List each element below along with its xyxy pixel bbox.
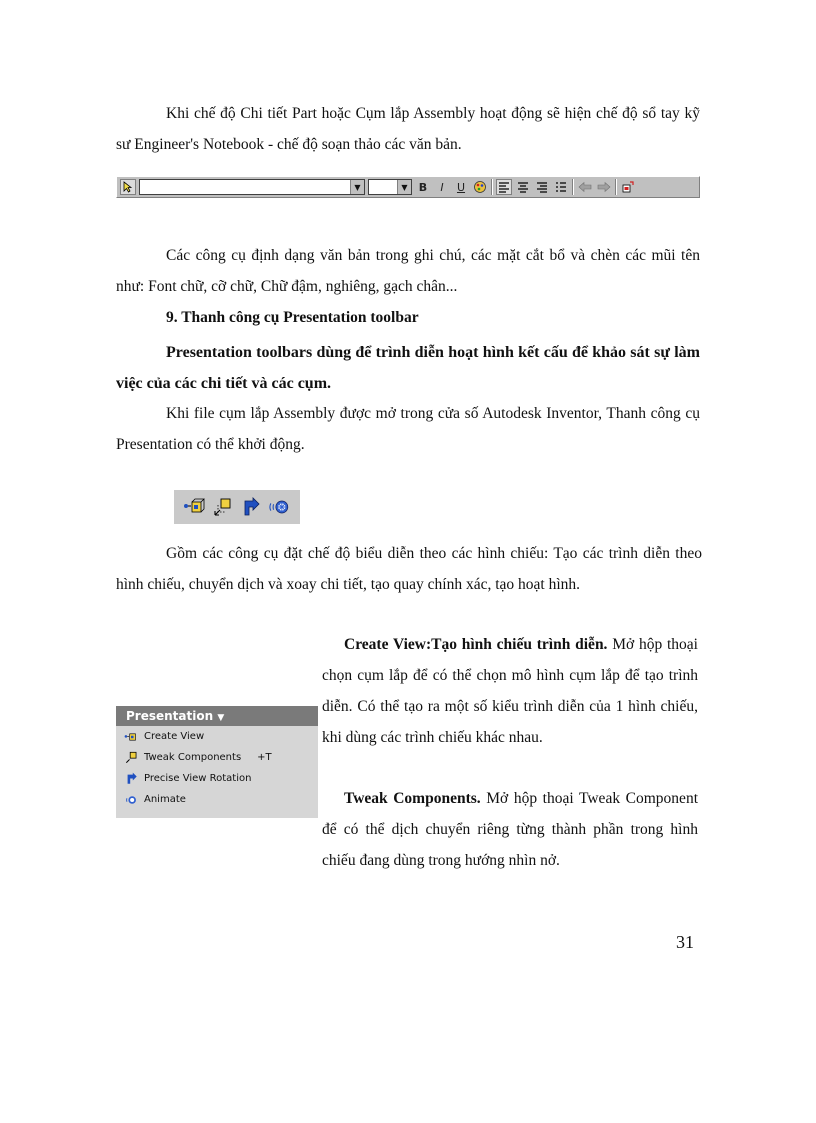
chevron-down-icon[interactable]: ▼ bbox=[217, 713, 225, 723]
create-view-icon bbox=[124, 730, 138, 744]
bullet-list-icon[interactable] bbox=[553, 179, 569, 195]
presentation-panel bbox=[116, 706, 318, 818]
page-number: 31 bbox=[676, 932, 694, 952]
panel-title[interactable]: Presentation ▼ bbox=[116, 706, 318, 726]
format-toolbar bbox=[116, 176, 700, 198]
font-size-combo[interactable] bbox=[368, 179, 412, 195]
tweak-text: Mở hộp thoại Tweak Component để có thể dịch chuyển riêng từng thành phần trong hình chiếu đang dùng trong hướng nhìn nở. bbox=[322, 790, 698, 869]
arrow-right-icon[interactable] bbox=[596, 179, 612, 195]
align-left-icon[interactable] bbox=[496, 179, 512, 195]
format-description: Các công cụ định dạng văn bản trong ghi chú, các mặt cắt bổ và chèn các mũi tên như: Font chữ, cỡ chữ, Chữ đậm, nghiêng, gạch chân... bbox=[116, 247, 700, 295]
tweak-components-icon bbox=[124, 751, 138, 765]
section-paragraph: Khi file cụm lắp Assembly được mở trong cửa số Autodesk Inventor, Thanh công cụ Presentation có thể khởi động. bbox=[116, 405, 700, 453]
color-palette-icon[interactable] bbox=[472, 179, 488, 195]
intro-paragraph: Khi chế độ Chi tiết Part hoặc Cụm lắp Assembly hoạt động sẽ hiện chế độ sổ tay kỹ sư Engineer's Notebook - chế độ soạn thảo các văn bản. bbox=[116, 105, 700, 153]
tweak-components-icon[interactable] bbox=[212, 496, 234, 518]
panel-item-animate[interactable]: Animate bbox=[116, 789, 318, 810]
toolbar-separator bbox=[615, 179, 617, 195]
toolbar-separator bbox=[491, 179, 493, 195]
create-view-icon[interactable] bbox=[183, 496, 205, 518]
panel-item-create-view[interactable]: Create View bbox=[116, 726, 318, 747]
create-view-paragraph bbox=[322, 629, 698, 753]
section-bold-paragraph: Presentation toolbars dùng để trình diễn hoạt hình kết cấu để khảo sát sự làm việc của các chi tiết và các cụm. bbox=[116, 344, 700, 392]
insert-symbol-icon[interactable] bbox=[620, 179, 636, 195]
tools-description: Gồm các công cụ đặt chế độ biểu diễn theo các hình chiếu: Tạo các trình diễn theo hình chiếu, chuyển dịch và xoay chi tiết, tạo quay chính xác, tạo hoạt hình. bbox=[116, 545, 702, 593]
underline-button[interactable]: U bbox=[456, 180, 466, 194]
tweak-paragraph bbox=[322, 783, 698, 876]
align-center-icon[interactable] bbox=[515, 179, 531, 195]
create-view-title: Create View:Tạo hình chiếu trình diễn. bbox=[344, 636, 608, 653]
bold-button[interactable]: B bbox=[418, 180, 428, 194]
chevron-down-icon[interactable]: ▼ bbox=[397, 180, 411, 194]
align-right-icon[interactable] bbox=[534, 179, 550, 195]
panel-item-precise-view-rotation[interactable]: Precise View Rotation bbox=[116, 768, 318, 789]
italic-button[interactable]: I bbox=[440, 180, 444, 194]
panel-item-tweak-components[interactable]: Tweak Components +T bbox=[116, 747, 318, 768]
create-view-text: Mở hộp thoại chọn cụm lắp để có thể chọn mô hình cụm lắp để tạo trình diễn. Có thể tạo ra một số kiểu trình diễn của 1 hình chiếu, khi dùng các trình chiếu khác nhau. bbox=[322, 636, 698, 746]
font-name-combo[interactable] bbox=[139, 179, 365, 195]
animate-icon[interactable] bbox=[269, 496, 291, 518]
arrow-left-icon[interactable] bbox=[577, 179, 593, 195]
section-heading: 9. Thanh công cụ Presentation toolbar bbox=[166, 309, 419, 326]
precise-rotation-icon bbox=[124, 772, 138, 786]
select-arrow-icon[interactable] bbox=[120, 179, 136, 195]
tweak-title: Tweak Components. bbox=[344, 790, 481, 807]
precise-rotation-icon[interactable] bbox=[240, 496, 262, 518]
presentation-toolbar bbox=[174, 490, 300, 524]
chevron-down-icon[interactable]: ▼ bbox=[350, 180, 364, 194]
toolbar-separator bbox=[572, 179, 574, 195]
animate-icon bbox=[124, 793, 138, 807]
